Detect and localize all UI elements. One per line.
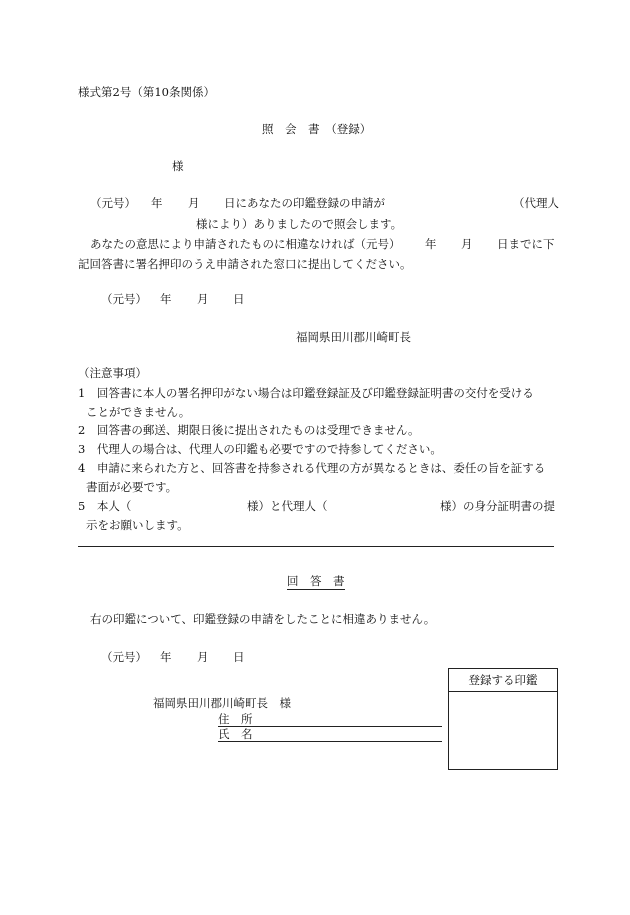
section-divider xyxy=(78,546,554,547)
note-1: 1 回答書に本人の署名押印がない場合は印鑑登録証及び印鑑登録証明書の交付を受ける xyxy=(78,386,534,400)
reply-title: 回 答 書 xyxy=(287,574,345,588)
form-reference: 様式第2号（第10条関係） xyxy=(78,85,215,99)
note-1-cont: ことができません。 xyxy=(86,405,191,419)
notes-heading: （注意事項） xyxy=(78,366,147,380)
issuer-name: 福岡県田川郡川崎町長 xyxy=(296,330,411,344)
note-4: 4 申請に来られた方と、回答書を持参される代理の方が異なるときは、委任の旨を証する xyxy=(78,461,546,475)
name-line xyxy=(218,741,442,742)
reply-addressee: 福岡県田川郡川崎町長 様 xyxy=(153,696,291,710)
inquiry-title: 照 会 書 （登録） xyxy=(262,122,372,136)
reply-statement: 右の印鑑について、印鑑登録の申請をしたことに相違ありません。 xyxy=(90,612,436,626)
name-label: 氏 名 xyxy=(218,727,253,741)
seal-box[interactable] xyxy=(448,668,558,770)
note-5-cont: 示をお願いします。 xyxy=(86,518,189,532)
note-4-cont: 書面が必要です。 xyxy=(86,480,178,494)
seal-box-label: 登録する印鑑 xyxy=(449,669,557,692)
note-3: 3 代理人の場合は、代理人の印鑑も必要ですので持参してください。 xyxy=(78,442,442,456)
note-2: 2 回答書の郵送、期限日後に提出されたものは受理できません。 xyxy=(78,423,420,437)
address-label: 住 所 xyxy=(218,712,253,726)
addressee-suffix: 様 xyxy=(172,159,184,173)
